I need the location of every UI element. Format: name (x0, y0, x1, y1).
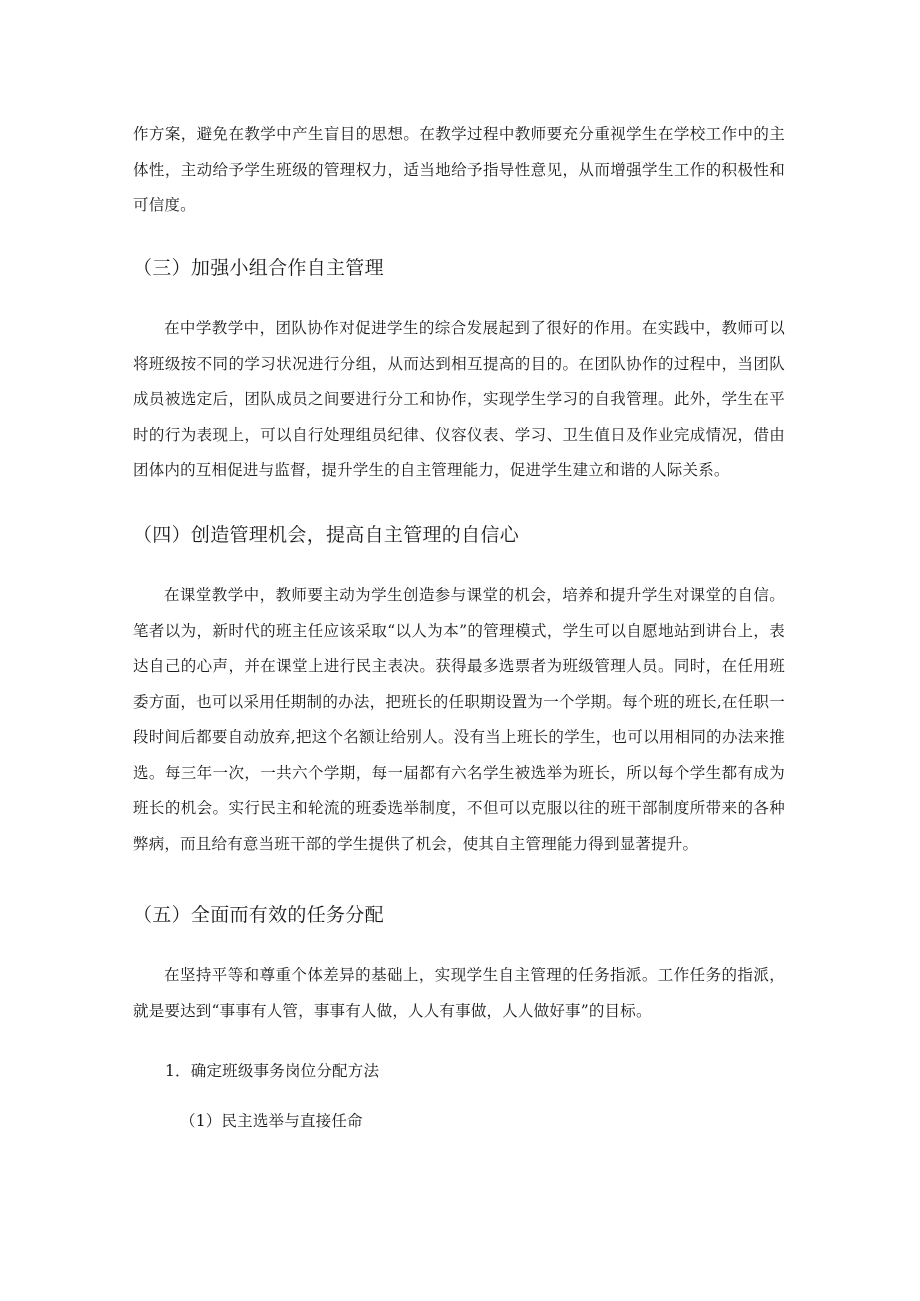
paragraph-section-3: 在中学教学中，团队协作对促进学生的综合发展起到了很好的作用。在实践中，教师可以将班级按不同的学习状况进行分组，从而达到相互提高的目的。在团队协作的过程中，当团队成员被选定后，团队成员之间要进行分工和协作，实现学生学习的自我管理。此外，学生在平时的行为表现上，可以自行处理组员纪律、仪容仪表、学习、卫生值日及作业完成情况，借由团体内的互相促进与监督，提升学生的自主管理能力，促进学生建立和谐的人际关系。 (133, 319, 785, 479)
paragraph-section-4: 在课堂教学中，教师要主动为学生创造参与课堂的机会，培养和提升学生对课堂的自信。笔者以为，新时代的班主任应该采取“以人为本”的管理模式，学生可以自愿地站到讲台上，表达自己的心声，并在课堂上进行民主表决。获得最多选票者为班级管理人员。同时，在任用班委方面，也可以采用任期制的办法，把班长的任职期设置为一个学期。每个班的班长,在任职一段时间后都要自动放弃,把这个名额让给别人。没有当上班长的学生，也可以用相同的办法来推选。每三年一次，一共六个学期，每一届都有六名学生被选举为班长，所以每个学生都有成为班长的机会。实行民主和轮流的班委选举制度，不但可以克服以往的班干部制度所带来的各种弊病，而且给有意当班干部的学生提供了机会，使其自主管理能力得到显著提升。 (133, 586, 785, 853)
paragraph-intro: 作方案，避免在教学中产生盲目的思想。在教学过程中教师要充分重视学生在学校工作中的主体性，主动给予学生班级的管理权力，适当地给予指导性意见，从而增强学生工作的积极性和可信度。 (133, 125, 785, 214)
section-heading-5: （五）全面而有效的任务分配 (133, 904, 384, 926)
section-heading-4: （四）创造管理机会，提高自主管理的自信心 (133, 524, 520, 546)
paragraph-section-5: 在坚持平等和尊重个体差异的基础上，实现学生自主管理的任务指派。工作任务的指派，就是要达到“事事有人管，事事有人做，人人有事做，人人做好事”的目标。 (133, 966, 785, 1020)
list-item-1: 1．确定班级事务岗位分配方法 (165, 1062, 380, 1080)
section-heading-3: （三）加强小组合作自主管理 (133, 257, 384, 279)
list-item-1-1: （1）民主选举与直接任命 (180, 1112, 363, 1130)
